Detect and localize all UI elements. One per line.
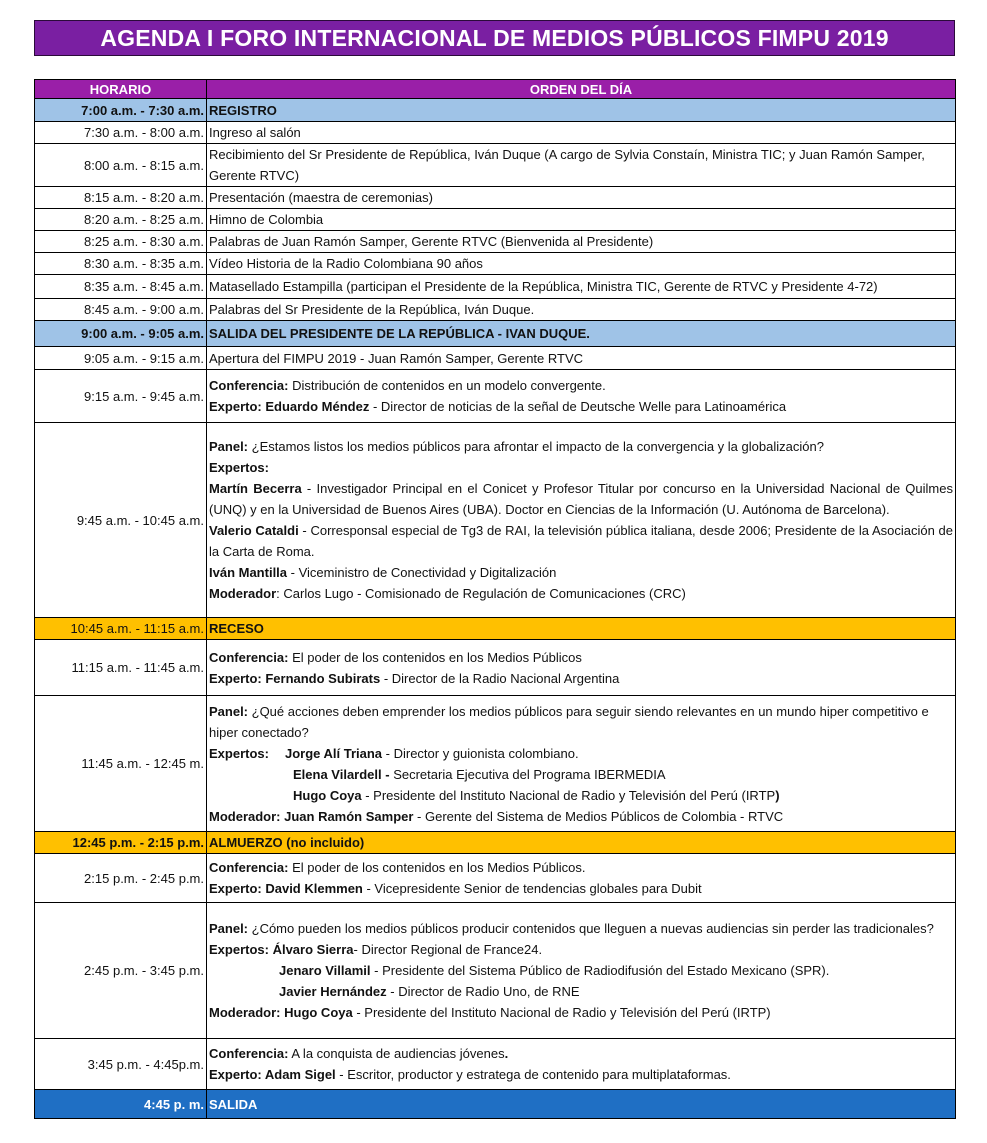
moderator-label: Moderador: Juan Ramón Samper [209,808,414,824]
conference-label: Conferencia: [209,860,289,875]
moderator-label: Moderador [209,586,277,601]
expert-description: - Director de la Radio Nacional Argentina [380,670,620,686]
table-row [35,122,956,144]
table-row [35,832,956,854]
expert-description: - Director Regional de France24. [353,942,543,957]
row-time: 9:05 a.m. - 9:15 a.m. [35,347,207,370]
expert-line [209,764,953,785]
conference-title: Distribución de contenidos en un modelo convergente. [288,378,606,393]
experts-heading: Expertos: [209,460,269,475]
moderator-line [209,583,953,604]
panel-question: ¿Cómo pueden los medios públicos producir contenidos que lleguen a nuevas audiencias sin perder las tradicionales? [248,921,934,936]
row-text: Recibimiento del Sr Presidente de República, Iván Duque (A cargo de Sylvia Constaín, Ministra TIC; y Juan Ramón Samper, Gerente RTVC) [207,144,956,187]
row-time: 9:45 a.m. - 10:45 a.m. [35,423,207,618]
row-text: Presentación (maestra de ceremonias) [207,187,956,209]
experts-heading: Expertos: [209,745,269,761]
panel-question: ¿Qué acciones deben emprender los medios públicos para seguir siendo relevantes en un mundo hiper competitivo e hiper conectado? [209,703,929,740]
expert-description: - Director de Radio Uno, de RNE [386,984,580,999]
panel-line [209,918,953,939]
panel-label: Panel: [209,703,249,719]
expert-line [209,939,953,960]
table-row [35,1090,956,1119]
row-time: 3:45 p.m. - 4:45p.m. [35,1039,207,1090]
experts-label [209,457,953,478]
conference-title: El poder de los contenidos en los Medios Públicos [288,649,582,665]
row-time: 11:45 a.m. - 12:45 m. [35,696,207,832]
expert-close: ) [775,787,780,803]
expert-description: Secretaria Ejecutiva del Programa IBERMEDIA [389,766,666,782]
moderator-description: - Presidente del Instituto Nacional de Radio y Televisión del Perú (IRTP) [352,1005,771,1020]
table-row [35,618,956,640]
row-time: 8:15 a.m. - 8:20 a.m. [35,187,207,209]
expert-label: Experto: Fernando Subirats [209,670,381,686]
conference-dot: . [504,1046,509,1061]
expert-name: Elena Vilardell - [293,766,390,782]
row-time: 8:30 a.m. - 8:35 a.m. [35,253,207,275]
table-row [35,423,956,618]
row-text: SALIDA [207,1090,956,1119]
expert-name: Jorge Alí Triana [284,745,383,761]
expert-label: Experto: Adam Sigel [209,1067,336,1082]
expert-description: - Vicepresidente Senior de tendencias globales para Dubit [362,881,702,896]
table-row [35,275,956,299]
row-text: ALMUERZO (no incluido) [207,832,956,854]
panel-line [209,701,953,743]
row-text [207,696,956,832]
table-row [35,854,956,903]
moderator-description: : Carlos Lugo - Comisionado de Regulación de Comunicaciones (CRC) [276,586,686,601]
expert-description: - Presidente del Instituto Nacional de Radio y Televisión del Perú (IRTP [361,787,776,803]
panel-label: Panel: [209,921,249,936]
row-time: 8:25 a.m. - 8:30 a.m. [35,231,207,253]
expert-line [209,878,953,899]
row-time: 7:00 a.m. - 7:30 a.m. [35,99,207,122]
row-time: 2:45 p.m. - 3:45 p.m. [35,903,207,1039]
row-text: Palabras del Sr Presidente de la República, Iván Duque. [207,299,956,321]
table-row [35,187,956,209]
moderator-description: - Gerente del Sistema de Medios Públicos de Colombia - RTVC [413,808,784,824]
row-text: RECESO [207,618,956,640]
expert-description: - Investigador Principal en el Conicet y Profesor Titular por concurso en la Universidad Nacional de Quilmes (UNQ) y en la Universidad de Buenos Aires (UBA). Doctor en Ciencias de la Información (U. Autónoma de Barcelona). [209,481,953,517]
row-time: 11:15 a.m. - 11:45 a.m. [35,640,207,696]
expert-label: Experto: Eduardo Méndez [209,399,370,414]
row-time: 8:45 a.m. - 9:00 a.m. [35,299,207,321]
table-row [35,321,956,347]
expert-line [209,981,953,1002]
expert-name: Martín Becerra [209,481,302,496]
conference-label: Conferencia: [209,649,289,665]
moderator-line [209,806,953,827]
row-text: Palabras de Juan Ramón Samper, Gerente RTVC (Bienvenida al Presidente) [207,231,956,253]
expert-name: Javier Hernández [279,984,387,999]
expert-name: Valerio Cataldi [209,523,299,538]
conference-label: Conferencia: [209,1046,289,1061]
agenda-table [34,79,956,1119]
table-row [35,209,956,231]
conference-title: A la conquista de audiencias jóvenes [288,1046,505,1061]
row-text [207,903,956,1039]
row-text [207,370,956,423]
conference-line [209,857,953,878]
panel-label: Panel: [209,439,249,454]
row-time: 4:45 p. m. [35,1090,207,1119]
expert-description: - Director de noticias de la señal de Deutsche Welle para Latinoamérica [369,399,787,414]
row-time: 2:15 p.m. - 2:45 p.m. [35,854,207,903]
table-row [35,99,956,122]
row-text: REGISTRO [207,99,956,122]
row-time: 12:45 p.m. - 2:15 p.m. [35,832,207,854]
row-text [207,1039,956,1090]
table-row [35,299,956,321]
row-text [207,640,956,696]
expert-name: Iván Mantilla [209,565,288,580]
table-row [35,144,956,187]
header-orden-del-dia: ORDEN DEL DÍA [207,80,956,99]
conference-label: Conferencia: [209,378,289,393]
expert-line [209,562,953,583]
expert-line [209,743,953,764]
table-row [35,231,956,253]
table-row [35,696,956,832]
table-row [35,253,956,275]
conference-line [209,647,953,668]
table-row [35,640,956,696]
conference-title: El poder de los contenidos en los Medios Públicos. [288,860,586,875]
row-time: 10:45 a.m. - 11:15 a.m. [35,618,207,640]
expert-name: Hugo Coya [293,787,362,803]
expert-line [209,960,953,981]
row-text: Himno de Colombia [207,209,956,231]
row-text: Apertura del FIMPU 2019 - Juan Ramón Samper, Gerente RTVC [207,347,956,370]
row-time: 8:35 a.m. - 8:45 a.m. [35,275,207,299]
table-row [35,347,956,370]
row-time: 9:15 a.m. - 9:45 a.m. [35,370,207,423]
header-horario: HORARIO [35,80,207,99]
expert-line [209,478,953,520]
expert-description: - Corresponsal especial de Tg3 de RAI, la televisión pública italiana, desde 2006; Presidente de la Asociación de la Carta de Roma. [209,523,953,559]
expert-line [209,520,953,562]
row-text: SALIDA DEL PRESIDENTE DE LA REPÚBLICA - IVAN DUQUE. [207,321,956,347]
row-text: Matasellado Estampilla (participan el Presidente de la República, Ministra TIC, Gerente de RTVC y Presidente 4-72) [207,275,956,299]
moderator-label: Moderador: Hugo Coya [209,1005,353,1020]
row-time: 9:00 a.m. - 9:05 a.m. [35,321,207,347]
expert-line [209,396,953,417]
expert-name: Jenaro Villamil [279,963,371,978]
table-row [35,370,956,423]
page-title: AGENDA I FORO INTERNACIONAL DE MEDIOS PÚBLICOS FIMPU 2019 [34,20,955,56]
expert-label: Experto: David Klemmen [209,881,363,896]
table-row [35,903,956,1039]
row-text [207,854,956,903]
row-time: 7:30 a.m. - 8:00 a.m. [35,122,207,144]
expert-line [209,785,953,806]
table-row [35,1039,956,1090]
row-time: 8:00 a.m. - 8:15 a.m. [35,144,207,187]
table-header [35,80,956,99]
row-time: 8:20 a.m. - 8:25 a.m. [35,209,207,231]
expert-description: - Presidente del Sistema Público de Radiodifusión del Estado Mexicano (SPR). [370,963,830,978]
row-text: Ingreso al salón [207,122,956,144]
expert-line [209,668,953,689]
panel-question: ¿Estamos listos los medios públicos para afrontar el impacto de la convergencia y la globalización? [248,439,824,454]
row-text: Vídeo Historia de la Radio Colombiana 90 años [207,253,956,275]
experts-heading: Expertos: Álvaro Sierra [209,942,354,957]
conference-line [209,375,953,396]
expert-line [209,1064,953,1085]
panel-line [209,436,953,457]
expert-description: - Escritor, productor y estratega de contenido para multiplataformas. [335,1067,731,1082]
moderator-line [209,1002,953,1023]
expert-description: - Viceministro de Conectividad y Digitalización [287,565,557,580]
row-text [207,423,956,618]
expert-description: - Director y guionista colombiano. [382,745,579,761]
conference-line [209,1043,953,1064]
